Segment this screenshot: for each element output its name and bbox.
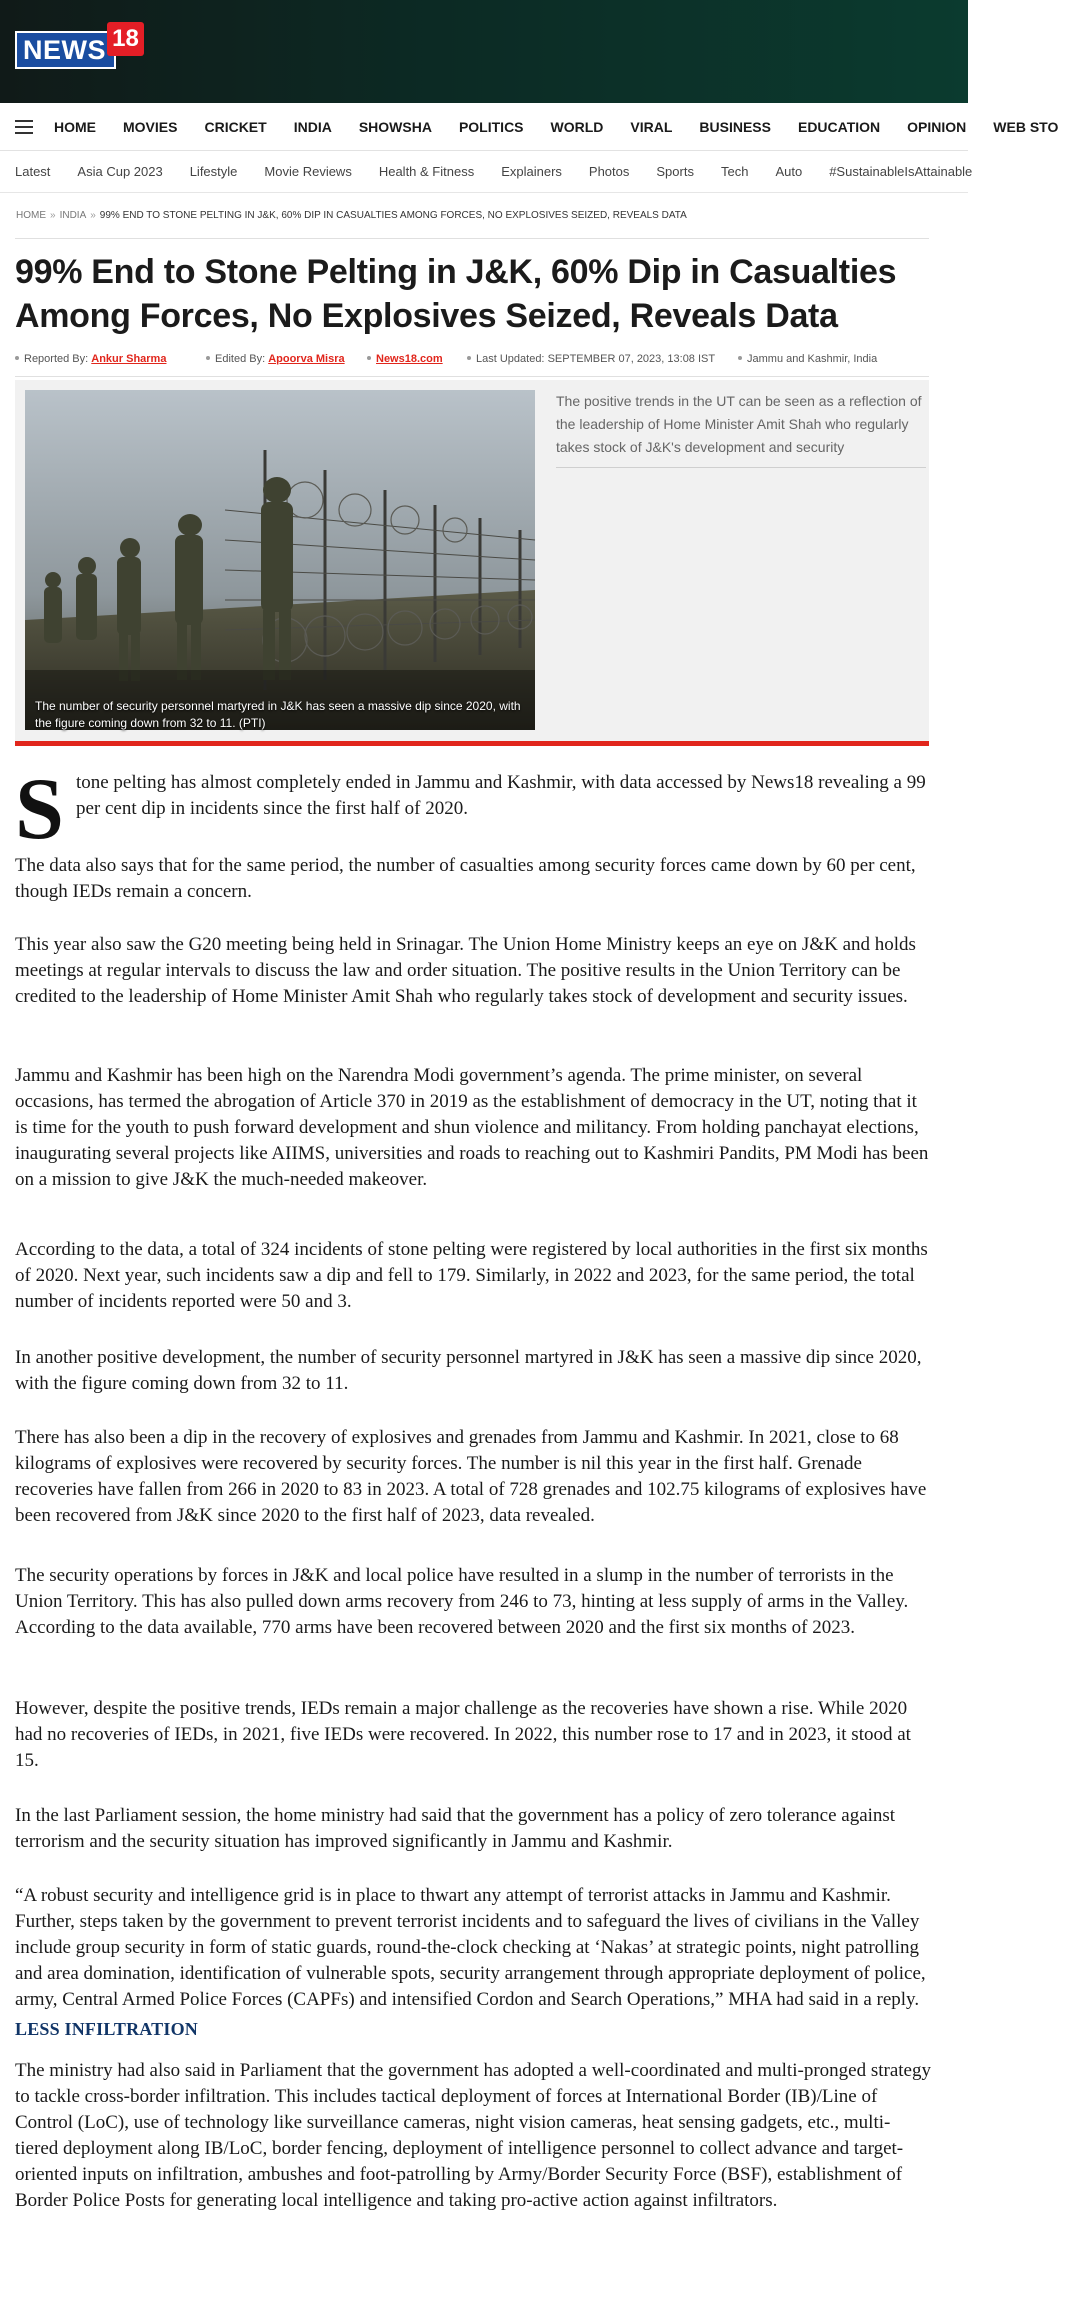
nav-item-web-stories[interactable]: WEB STO bbox=[993, 119, 1059, 135]
byline bbox=[15, 353, 929, 373]
article-paragraph: According to the data, a total of 324 incidents of stone pelting were registered by local authorities in the first six months of 2020. Next year, such incidents saw a dip and fell to 179. Similarly, in 2022 and 2023, for the same period, the total number of incidents reported were 50 and 3. bbox=[15, 1239, 928, 1312]
article-paragraph: This year also saw the G20 meeting being held in Srinagar. The Union Home Ministry keeps an eye on J&K and holds meetings at regular intervals to discuss the law and order situation. The positive results in the Union Territory can be credited to the leadership of Home Minister Amit Shah who regularly takes stock of development and security issues. bbox=[15, 934, 916, 1007]
nav-item-opinion[interactable]: OPINION bbox=[907, 119, 967, 135]
nav-item-business[interactable]: BUSINESS bbox=[699, 119, 771, 135]
subnav-item-sports[interactable]: Sports bbox=[656, 164, 694, 179]
article-paragraph: Stone pelting has almost completely ended in Jammu and Kashmir, with data accessed by News18 revealing a 99 per cent dip in incidents since the first half of 2020. bbox=[15, 761, 926, 858]
updated-time: SEPTEMBER 07, 2023, 13:08 IST bbox=[547, 353, 716, 365]
breadcrumb-separator: » bbox=[90, 210, 96, 221]
nav-item-home[interactable]: HOME bbox=[54, 119, 96, 135]
section-subheading: LESS INFILTRATION bbox=[15, 2019, 198, 2039]
editor-link[interactable]: Apoorva Misra bbox=[268, 353, 345, 365]
byline-reported bbox=[15, 353, 166, 365]
nav-item-politics[interactable]: POLITICS bbox=[458, 119, 524, 135]
logo-number: 18 bbox=[107, 22, 144, 56]
subnav-item-auto[interactable]: Auto bbox=[775, 164, 803, 179]
site-header bbox=[0, 0, 968, 103]
hero-section bbox=[15, 380, 929, 742]
subnav-item-movie-reviews[interactable]: Movie Reviews bbox=[264, 164, 352, 179]
article-image[interactable] bbox=[25, 390, 535, 730]
breadcrumb bbox=[16, 210, 687, 221]
nav-item-world[interactable]: WORLD bbox=[550, 119, 604, 135]
subnav-item-health[interactable]: Health & Fitness bbox=[378, 164, 475, 179]
updated-label: Last Updated: bbox=[476, 353, 545, 365]
subnav-item-explainers[interactable]: Explainers bbox=[501, 164, 562, 179]
soldiers-photo bbox=[25, 390, 535, 730]
article-paragraph: However, despite the positive trends, IEDs remain a major challenge as the recoveries have shown a rise. While 2020 had no recoveries of IEDs, in 2021, five IEDs were recovered. In 2022, this number rose to 17 and in 2023, it stood at 15. bbox=[15, 1698, 911, 1771]
article-paragraph: “A robust security and intelligence grid is in place to thwart any attempt of terrorist attacks in Jammu and Kashmir. Further, steps taken by the government to prevent terrorist incidents and to safeguard the lives of civilians in the Valley include group security in form of static guards, round-the-clock checking at ‘Nakas’ at strategic points, night patrolling and area domination, identification of vulnerable spots, security arrangement through appropriate deployment of police, army, Central Armed Police Forces (CAPFs) and intensified Cordon and Search Operations,” MHA had said in a reply. bbox=[15, 1885, 926, 2010]
divider bbox=[15, 376, 929, 377]
sub-nav bbox=[0, 151, 973, 193]
breadcrumb-current: 99% END TO STONE PELTING IN J&K, 60% DIP IN CASUALTIES AMONG FORCES, NO EXPLOSIVES SEIZED, REVEALS DATA bbox=[99, 210, 687, 221]
article-paragraph: The data also says that for the same period, the number of casualties among security forces came down by 60 per cent, though IEDs remain a concern. bbox=[15, 855, 916, 902]
nav-item-india[interactable]: INDIA bbox=[293, 119, 332, 135]
nav-item-cricket[interactable]: CRICKET bbox=[204, 119, 267, 135]
subnav-item-latest[interactable]: Latest bbox=[15, 164, 51, 179]
article-paragraph: In another positive development, the number of security personnel martyred in J&K has seen a massive dip since 2020, with the figure coming down from 32 to 11. bbox=[15, 1347, 922, 1394]
reported-label: Reported By: bbox=[24, 353, 89, 365]
byline-source bbox=[367, 353, 443, 365]
subnav-item-lifestyle[interactable]: Lifestyle bbox=[189, 164, 238, 179]
logo-news-text: NEWS bbox=[15, 31, 116, 69]
nav-item-showsha[interactable]: SHOWSHA bbox=[358, 119, 432, 135]
byline-edited bbox=[206, 353, 345, 365]
image-caption: The number of security personnel martyred in J&K has seen a massive dip since 2020, with the figure coming down from 32 to 11. (PTI) bbox=[35, 699, 521, 730]
byline-updated bbox=[467, 353, 715, 365]
location-text: Jammu and Kashmir, India bbox=[747, 353, 878, 365]
edited-label: Edited By: bbox=[215, 353, 266, 365]
main-nav bbox=[0, 103, 1059, 151]
breadcrumb-india[interactable]: INDIA bbox=[59, 210, 87, 221]
author-link[interactable]: Ankur Sharma bbox=[91, 353, 167, 365]
source-link[interactable]: News18.com bbox=[376, 353, 443, 365]
article-paragraph: There has also been a dip in the recovery of explosives and grenades from Jammu and Kashmir. In 2021, close to 68 kilograms of explosives were recovered by security forces. The number is nil this year in the first half. Grenade recoveries have fallen from 266 in 2020 to 83 in 2023. A total of 728 grenades and 102.75 kilograms of explosives have been recovered from J&K since 2020 to the first half of 2023, data revealed. bbox=[15, 1427, 927, 1526]
subnav-item-sustainable[interactable]: #SustainableIsAttainable bbox=[829, 164, 973, 179]
article-paragraph: The security operations by forces in J&K and local police have resulted in a slump in the number of terrorists in the Union Territory. This has also pulled down arms recovery from 246 to 73, hinting at less supply of arms in the Valley. According to the data available, 770 arms have been recovered between 2020 and the first six months of 2023. bbox=[15, 1565, 909, 1638]
drop-cap: S bbox=[15, 761, 64, 858]
article-paragraph: Jammu and Kashmir has been high on the Narendra Modi government’s agenda. The prime minister, on several occasions, has termed the abrogation of Article 370 in 2019 as the establishment of democracy in the UT, noting that it is time for the youth to push forward development and shun violence and militancy. From holding panchayat elections, inaugurating several projects like AIIMS, universities and roads to reaching out to Kashmiri Pandits, PM Modi has been on a mission to give J&K the much-needed makeover. bbox=[15, 1065, 929, 1190]
subnav-item-photos[interactable]: Photos bbox=[588, 164, 630, 179]
nav-item-movies[interactable]: MOVIES bbox=[123, 119, 178, 135]
accent-divider bbox=[15, 741, 929, 746]
article-paragraph: In the last Parliament session, the home ministry had said that the government has a policy of zero tolerance against terrorism and the security situation has improved significantly in Jammu and Kashmir. bbox=[15, 1805, 896, 1852]
divider bbox=[15, 238, 929, 239]
breadcrumb-home[interactable]: HOME bbox=[16, 210, 46, 221]
breadcrumb-separator: » bbox=[50, 210, 56, 221]
subnav-item-asia-cup[interactable]: Asia Cup 2023 bbox=[77, 164, 163, 179]
byline-location bbox=[738, 353, 877, 365]
news18-logo[interactable] bbox=[15, 22, 146, 69]
subnav-item-tech[interactable]: Tech bbox=[720, 164, 749, 179]
article-title: 99% End to Stone Pelting in J&K, 60% Dip in Casualties Among Forces, No Explosives Seized, Reveals Data bbox=[15, 253, 897, 335]
nav-item-education[interactable]: EDUCATION bbox=[797, 119, 881, 135]
article-summary: The positive trends in the UT can be seen as a reflection of the leadership of Home Minister Amit Shah who regularly takes stock of J&K's development and security bbox=[556, 390, 926, 468]
nav-item-viral[interactable]: VIRAL bbox=[630, 119, 673, 135]
menu-icon[interactable] bbox=[15, 120, 33, 134]
article-paragraph: The ministry had also said in Parliament that the government has adopted a well-coordinated and multi-pronged strategy to tackle cross-border infiltration. This includes tactical deployment of forces at International Border (IB)/Line of Control (LoC), use of technology like surveillance cameras, night vision cameras, heat sensing gadgets, etc., multi-tiered deployment along IB/LoC, border fencing, deployment of intelligence personnel to collect advance and target-oriented inputs on infiltration, ambushes and foot-patrolling by Army/Border Security Force (BSF), establishment of Border Police Posts for generating local intelligence and taking pro-active action against infiltrators. bbox=[15, 2060, 931, 2211]
